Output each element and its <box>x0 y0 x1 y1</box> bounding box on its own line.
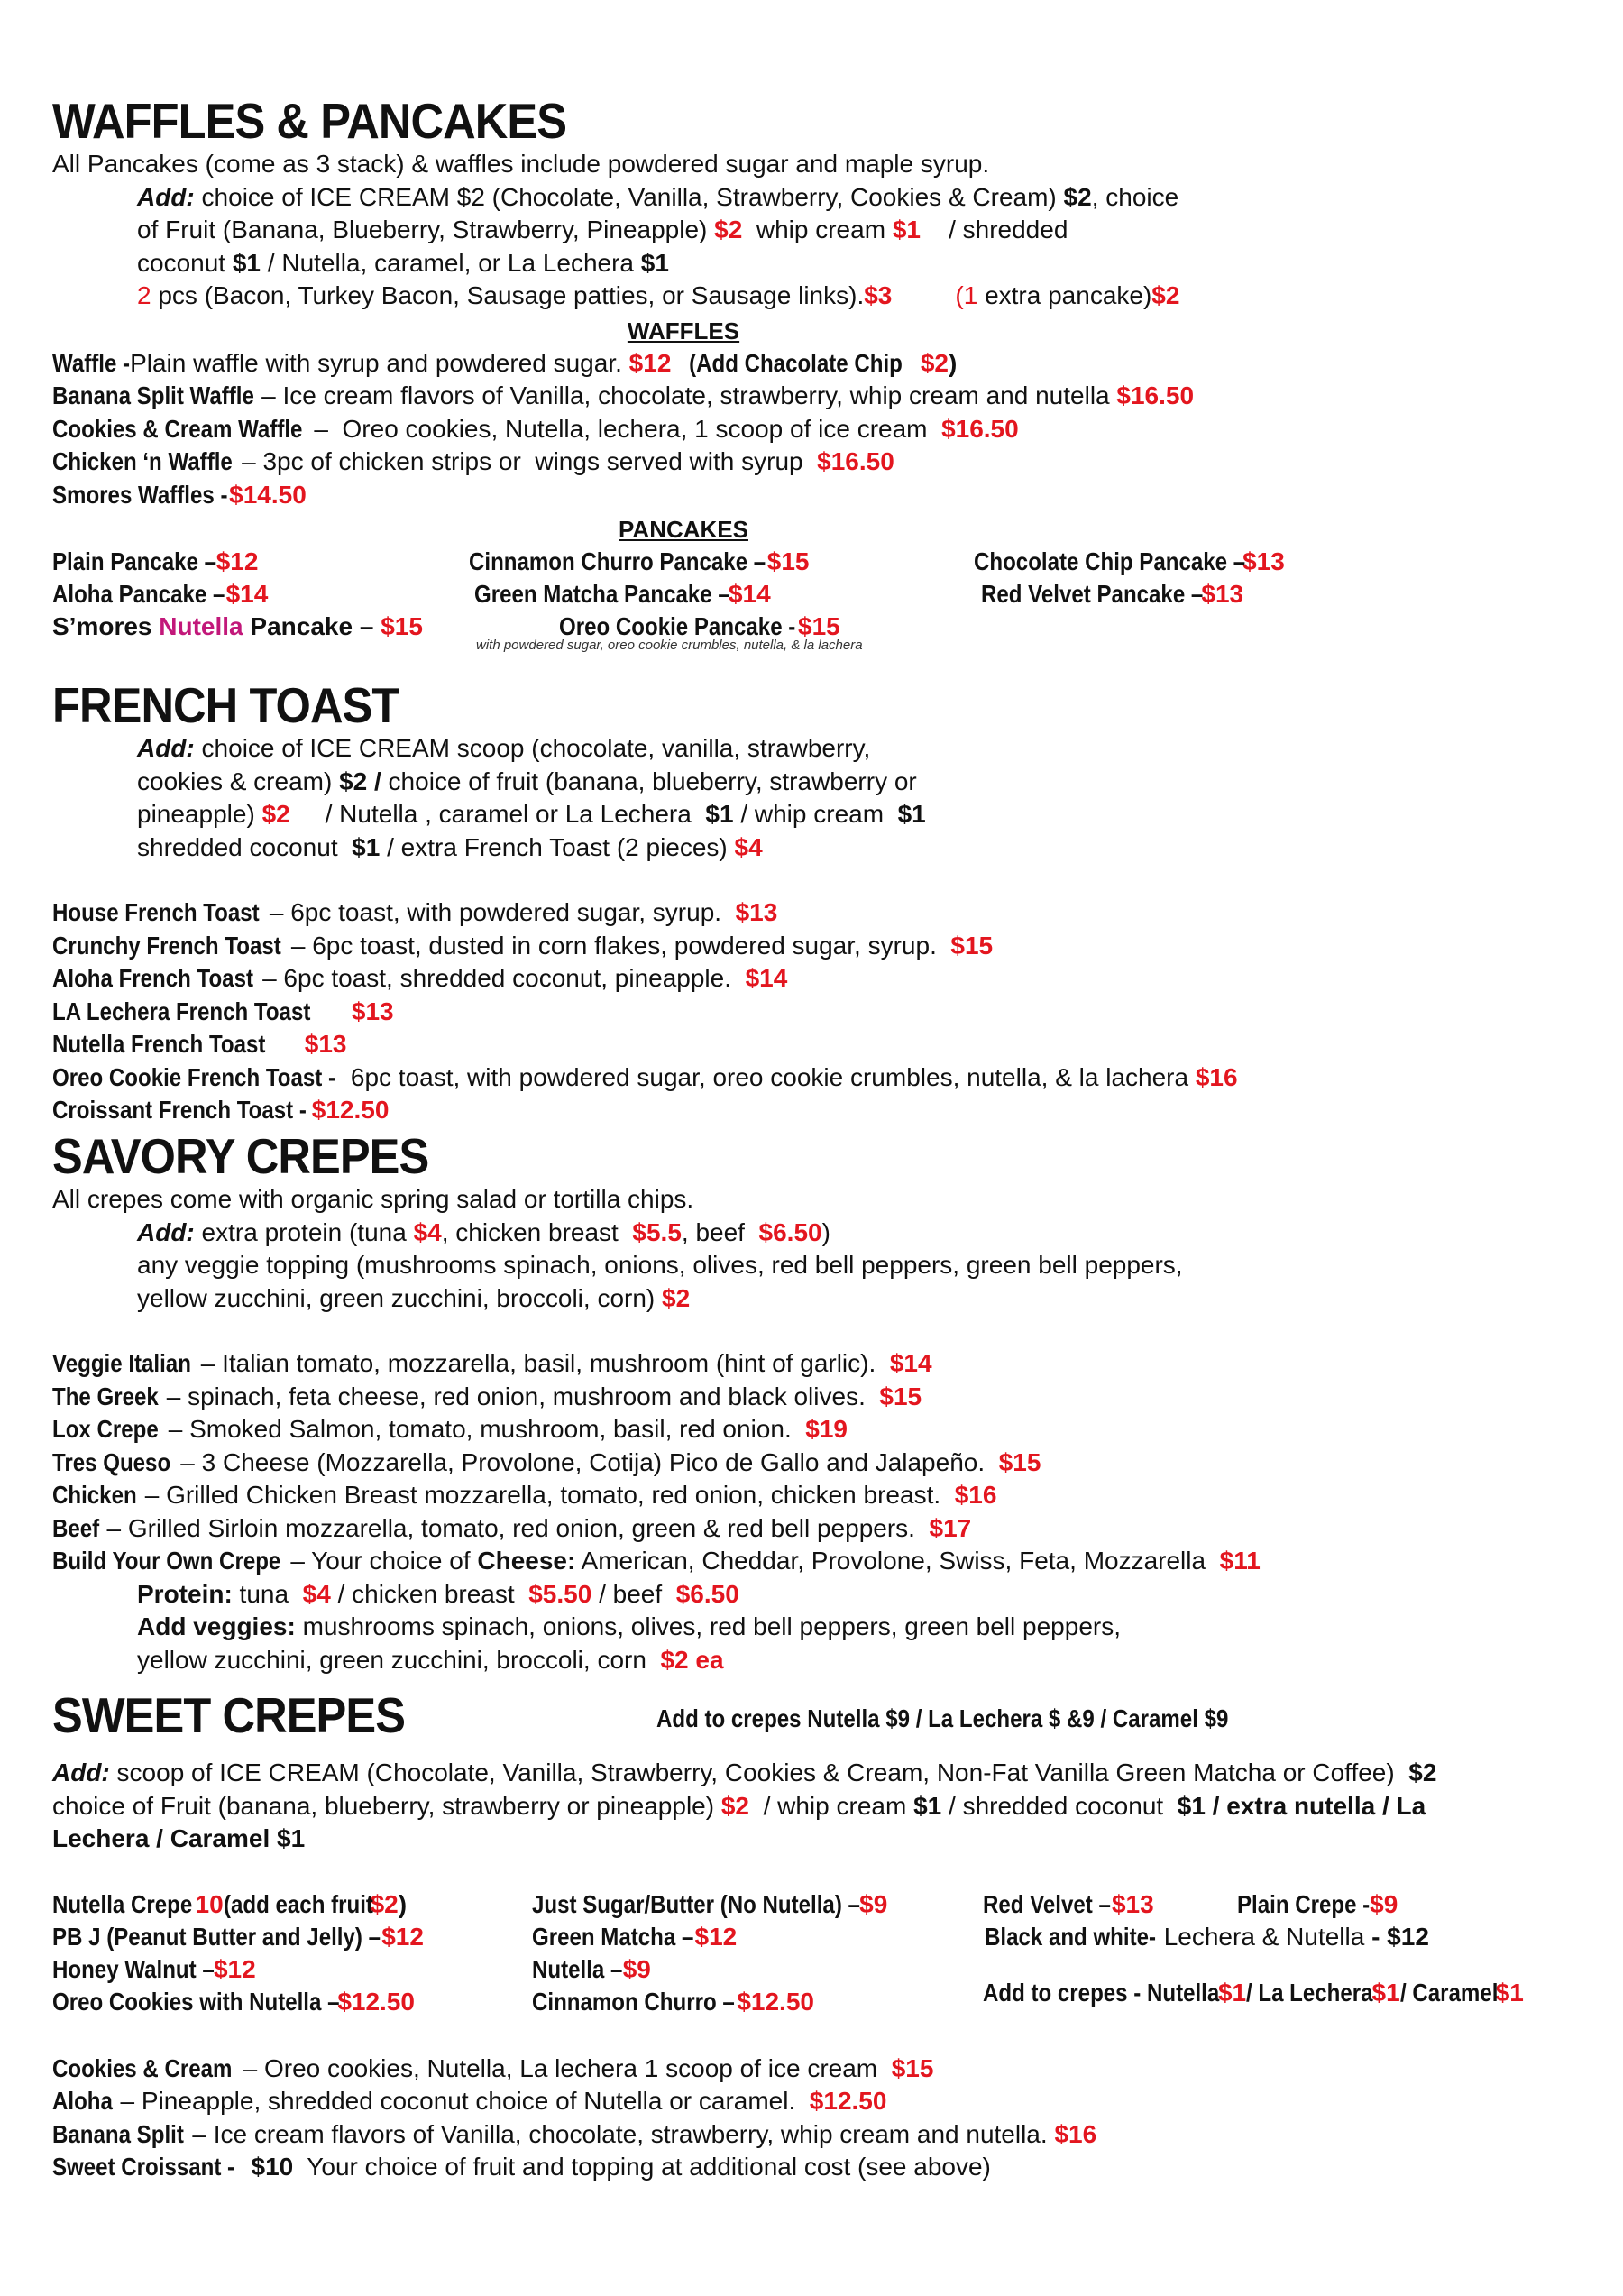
item-name: Cookies & Cream <box>52 2053 233 2082</box>
item-name: Tres Queso <box>52 1447 171 1476</box>
item-price: $16.50 <box>941 414 1019 443</box>
item-price: $13 <box>1242 547 1285 575</box>
add-text: , beef <box>681 1217 759 1246</box>
byo-veggies-line-1 <box>52 1611 1576 1644</box>
menu-item-build-your-own <box>52 1545 1576 1578</box>
item-desc: – 6pc toast, dusted in corn flakes, powdered sugar, syrup. <box>284 931 951 960</box>
item-price: $12 <box>694 1922 738 1951</box>
add-text: pcs (Bacon, Turkey Bacon, Sausage patties, or Sausage links). <box>151 281 865 309</box>
item-name: PB J (Peanut Butter and Jelly) – <box>52 1922 381 1951</box>
item-price: $1 <box>1217 1978 1247 2007</box>
item-desc: / chicken breast <box>330 1579 529 1608</box>
item-name: Chicken ‘n Waffle <box>52 447 233 475</box>
menu-item-crunchy-french-toast <box>52 930 1576 963</box>
item-price: $17 <box>929 1513 972 1542</box>
item-name: Aloha <box>52 2087 113 2115</box>
pancake-churro <box>469 546 809 579</box>
item-name: House French Toast <box>52 898 260 926</box>
add-text: of Fruit (Banana, Blueberry, Strawberry, Pineapple) <box>137 216 715 243</box>
menu-item-house-french-toast <box>52 896 1576 930</box>
item-name: Cinnamon Churro – <box>532 1987 735 2016</box>
count: 2 <box>137 281 151 309</box>
item-desc: Lechera & Nutella <box>1156 1922 1372 1951</box>
item-price: $13 <box>735 898 778 926</box>
item-price: $16 <box>1054 2119 1097 2148</box>
item-name: Nutella – <box>532 1954 623 1983</box>
crepe-add-ons <box>983 1977 1524 2010</box>
item-note: (add each fruit <box>223 1889 373 1918</box>
item-price: $12.50 <box>809 2087 887 2115</box>
item-desc: – Oreo cookies, Nutella, La lechera 1 scoop of ice cream <box>235 2053 892 2082</box>
item-name: Nutella French Toast <box>52 1030 266 1058</box>
add-text: / shredded coconut <box>941 1791 1178 1820</box>
count: (1 <box>955 281 978 309</box>
item-price: $14 <box>889 1349 932 1377</box>
item-desc: – Ice cream flavors of Vanilla, chocolate, strawberry, whip cream and nutella <box>254 381 1117 409</box>
menu-item-banana-split-waffle <box>52 380 1576 413</box>
add-text: , chicken breast <box>441 1217 633 1246</box>
item-name: Plain Pancake – <box>52 547 217 575</box>
price: $6.50 <box>675 1579 739 1608</box>
pancake-matcha <box>474 578 771 611</box>
item-price: $15 <box>766 547 810 575</box>
item-price: $16 <box>954 1481 997 1509</box>
item-price: $19 <box>805 1415 848 1443</box>
menu-item-waffle <box>52 347 1576 381</box>
item-price: $15 <box>798 612 840 640</box>
menu-item-tres-queso <box>52 1446 1576 1480</box>
menu-item-smores-waffles <box>52 479 1576 512</box>
item-desc: mushrooms spinach, onions, olives, red bell peppers, green bell peppers, <box>295 1612 1121 1640</box>
add-text: / shredded <box>920 216 1068 243</box>
sweet-header <box>52 1688 1576 1742</box>
menu-item-croissant-french-toast <box>52 1094 1576 1127</box>
item-price: $9 <box>622 1954 651 1983</box>
item-label: Cheese: <box>477 1547 576 1575</box>
section-title-french-toast: FRENCH TOAST <box>52 677 399 733</box>
item-price: $13 <box>351 996 394 1025</box>
sw-add-line-2 <box>52 1790 1576 1823</box>
price: $1 <box>913 1791 942 1820</box>
item-desc: – Your choice of <box>283 1547 478 1575</box>
item-desc: – Grilled Chicken Breast mozzarella, tomato, red onion, chicken breast. <box>137 1481 955 1509</box>
item-desc: – 6pc toast, shredded coconut, pineapple. <box>255 964 746 992</box>
item-desc: – Smoked Salmon, tomato, mushroom, basil, red onion. <box>160 1415 806 1443</box>
crepe-green-matcha <box>532 1921 737 1954</box>
waffles-subheading: WAFFLES <box>627 317 740 344</box>
pancake-red-velvet <box>981 578 1243 611</box>
item-name: Red Velvet Pancake – <box>981 580 1204 608</box>
add-label: Add: <box>137 734 195 762</box>
price: $2 <box>261 800 290 828</box>
item-desc <box>316 997 352 1025</box>
waffles-pancakes-section <box>52 93 1576 653</box>
item-price: $12 <box>215 547 259 575</box>
item-name: Banana Split <box>52 2119 184 2148</box>
item-name: Nutella Crepe <box>52 1889 193 1918</box>
item-price: $10 <box>251 2153 294 2181</box>
menu-item-beef <box>52 1512 1576 1546</box>
price: $5.5 <box>632 1217 682 1246</box>
price: $1 <box>352 832 381 861</box>
crepe-plain <box>1237 1888 1398 1922</box>
savory-crepes-section <box>52 1129 1576 1676</box>
header-note-text: Add to crepes Nutella $9 / La Lechera $ &9 / Caramel $9 <box>656 1704 1229 1732</box>
item-name: Honey Walnut – <box>52 1954 215 1983</box>
section-title-sweet-crepes: SWEET CREPES <box>52 1687 406 1743</box>
item-name: S’mores <box>52 612 160 640</box>
add-line-2 <box>52 214 1576 247</box>
item-name: Chocolate Chip Pancake – <box>974 547 1246 575</box>
intro-text: All Pancakes (come as 3 stack) & waffles include powdered sugar and maple syrup. <box>52 150 990 178</box>
item-name: / La Lechera <box>1246 1978 1373 2007</box>
section-title-savory-crepes: SAVORY CREPES <box>52 1128 429 1184</box>
add-text: shredded coconut <box>137 832 353 861</box>
item-name: Beef <box>52 1513 100 1542</box>
item-name: The Greek <box>52 1382 159 1410</box>
sw-add-line-1 <box>52 1757 1576 1790</box>
section-title-waffles-pancakes: WAFFLES & PANCAKES <box>52 93 567 149</box>
item-price: $14 <box>728 580 771 608</box>
price: $2 ea <box>660 1645 724 1674</box>
item-name: Veggie Italian <box>52 1349 191 1377</box>
item-price: $13 <box>304 1030 347 1058</box>
item-name: Waffle - <box>52 348 131 377</box>
add-text: cookies & cream) <box>137 767 340 795</box>
sw-add-line-3: Lechera / Caramel $1 <box>52 1824 306 1852</box>
add-text: whip cream <box>742 216 893 243</box>
menu-item-nutella-french-toast <box>52 1028 1576 1061</box>
price: $3 <box>864 281 893 309</box>
price: $6.50 <box>758 1217 822 1246</box>
add-text: choice of ICE CREAM scoop (chocolate, vanilla, strawberry, <box>194 734 871 762</box>
ft-add-line-3 <box>52 798 1576 831</box>
sv-add-line-3 <box>52 1282 1576 1316</box>
item-price: $13 <box>1111 1889 1154 1918</box>
crepe-cinnamon-churro <box>532 1986 814 2019</box>
item-price: $15 <box>891 2053 934 2082</box>
item-extra: (Add Chacolate Chip <box>671 348 909 377</box>
item-name: Plain Crepe - <box>1237 1889 1371 1918</box>
add-text: choice of ICE CREAM $2 (Chocolate, Vanilla, Strawberry, Cookies & Cream) <box>194 182 1064 211</box>
item-price: 10 <box>195 1889 224 1918</box>
item-name: Chicken <box>52 1481 137 1509</box>
item-price: $9 <box>1370 1889 1398 1918</box>
item-name: Crunchy French Toast <box>52 931 281 960</box>
item-name: Aloha French Toast <box>52 964 253 992</box>
menu-item-sweet-croissant <box>52 2151 1576 2184</box>
crepe-oreo-nutella <box>52 1986 415 2019</box>
item-name: Cinnamon Churro Pancake – <box>469 547 766 575</box>
add-text: ) <box>821 1217 830 1246</box>
french-toast-section <box>52 678 1576 1127</box>
crepe-honey-walnut <box>52 1953 256 1987</box>
price: $2 <box>714 216 743 243</box>
menu-item-oreo-french-toast <box>52 1061 1576 1095</box>
add-text: coconut <box>137 248 233 277</box>
item-note: ) <box>398 1889 408 1918</box>
item-name: LA Lechera French Toast <box>52 996 311 1025</box>
item-name: Green Matcha – <box>532 1922 694 1951</box>
menu-item-la-lechera-french-toast <box>52 996 1576 1029</box>
add-line-1 <box>52 181 1576 215</box>
item-desc: – 3 Cheese (Mozzarella, Provolone, Cotija) Pico de Gallo and Jalapeño. <box>173 1447 999 1476</box>
item-name: Oreo Cookie French Toast - <box>52 1062 335 1091</box>
menu-item-cookies-cream-crepe <box>52 2053 1576 2086</box>
item-name: Just Sugar/Butter (No Nutella) – <box>532 1889 860 1918</box>
item-desc: – Ice cream flavors of Vanilla, chocolate, strawberry, whip cream and nutella. <box>185 2119 1055 2148</box>
add-text: / extra French Toast (2 pieces) <box>380 832 735 861</box>
byo-protein-line <box>52 1578 1576 1612</box>
add-text: choice of Fruit (banana, blueberry, strawberry or pineapple) <box>52 1791 721 1820</box>
item-name: Banana Split Waffle <box>52 381 254 409</box>
item-price: $1 <box>1371 1978 1400 2007</box>
price: $1 <box>897 800 926 828</box>
item-extra: ) <box>949 348 958 377</box>
item-desc: – 6pc toast, with powdered sugar, syrup. <box>262 898 736 926</box>
add-text: / Nutella, caramel, or La Lechera <box>261 248 641 277</box>
oreo-pancake-note: with powdered sugar, oreo cookie crumbles, nutella, & la lachera <box>476 638 863 653</box>
price: $2 <box>1408 1759 1437 1786</box>
price: $2 <box>1151 281 1180 309</box>
crepe-nutella <box>52 1888 407 1922</box>
item-name: / Caramel <box>1399 1978 1499 2007</box>
menu-item-lox-crepe <box>52 1413 1576 1446</box>
add-text: / whip cream <box>749 1791 914 1820</box>
item-price: $12 <box>628 348 672 377</box>
item-price: $1 <box>1495 1978 1524 2007</box>
item-desc: / beef <box>591 1579 676 1608</box>
price: $2 / <box>339 767 381 795</box>
item-price: $16 <box>1195 1062 1238 1091</box>
item-desc: – Pineapple, shredded coconut choice of Nutella or caramel. <box>113 2087 810 2115</box>
sweet-crepes-section <box>52 1688 1576 2184</box>
item-desc: Plain waffle with syrup and powdered sugar. <box>130 348 629 377</box>
item-name: Croissant French Toast - <box>52 1096 307 1124</box>
item-price: $2 <box>920 348 949 377</box>
item-price: $14.50 <box>229 480 307 509</box>
item-name: Sweet Croissant - <box>52 2153 247 2181</box>
menu-item-aloha-french-toast <box>52 962 1576 996</box>
ft-add-line-1 <box>52 732 1576 766</box>
item-price: $12.50 <box>337 1987 415 2016</box>
pancakes-grid <box>52 546 1576 653</box>
item-label: Protein: <box>137 1579 233 1608</box>
item-price: $13 <box>1201 580 1244 608</box>
add-label: Add: <box>137 1217 195 1246</box>
item-name: Pancake – <box>243 612 381 640</box>
pancake-plain <box>52 546 258 579</box>
item-desc: Your choice of fruit and topping at additional cost (see above) <box>293 2153 991 2181</box>
menu-item-aloha-crepe <box>52 2085 1576 2118</box>
add-text: / Nutella , caramel or La Lechera <box>289 800 706 828</box>
item-desc: – Grilled Sirloin mozzarella, tomato, red onion, green & red bell peppers. <box>99 1513 930 1542</box>
price: $2 <box>1063 182 1092 211</box>
item-price: $2 <box>370 1889 399 1918</box>
item-desc <box>270 1030 305 1058</box>
menu-item-veggie-italian <box>52 1347 1576 1381</box>
ft-add-line-4 <box>52 831 1576 865</box>
add-text: scoop of ICE CREAM (Chocolate, Vanilla, Strawberry, Cookies & Cream, Non-Fat Vanilla Green Matcha or Coffee) <box>109 1759 1409 1786</box>
add-text: pineapple) <box>137 800 262 828</box>
menu-item-chicken <box>52 1479 1576 1512</box>
item-price: - $12 <box>1371 1922 1429 1951</box>
item-desc: – spinach, feta cheese, red onion, mushroom and black olives. <box>159 1382 880 1410</box>
item-name: Red Velvet – <box>983 1889 1111 1918</box>
crepe-pbj <box>52 1921 424 1954</box>
item-price: $15 <box>950 931 994 960</box>
crepe-sugar-butter <box>532 1888 887 1922</box>
item-price: $14 <box>745 964 788 992</box>
pancakes-subheading: PANCAKES <box>619 516 748 543</box>
item-name: Black and white- <box>985 1922 1157 1951</box>
price: $2 <box>662 1283 691 1312</box>
item-name: Lox Crepe <box>52 1415 159 1443</box>
menu-item-cookies-cream-waffle <box>52 413 1576 446</box>
item-label: Add veggies: <box>137 1612 296 1640</box>
item-price: $9 <box>859 1889 888 1918</box>
item-name: Cookies & Cream Waffle <box>52 414 303 443</box>
ft-add-line-2 <box>52 766 1576 799</box>
price: $1 <box>705 800 734 828</box>
price: $5.50 <box>528 1579 592 1608</box>
item-desc: tuna <box>232 1579 303 1608</box>
item-price: $16.50 <box>1116 381 1195 409</box>
add-text: / whip cream <box>733 800 898 828</box>
add-line-3 <box>52 247 1576 280</box>
item-price: $11 <box>1219 1547 1261 1575</box>
menu-item-chicken-waffle <box>52 445 1576 479</box>
crepe-black-white <box>985 1921 1429 1954</box>
price: $1 <box>640 248 669 277</box>
item-price: $12 <box>213 1954 256 1983</box>
price: $2 <box>720 1791 750 1820</box>
pancake-smores <box>52 611 423 644</box>
price: $4 <box>413 1217 442 1246</box>
add-label: Add: <box>52 1759 110 1786</box>
price: $1 <box>892 216 921 243</box>
sv-add-line-1 <box>52 1217 1576 1250</box>
menu-item-banana-split-crepe <box>52 2118 1576 2152</box>
item-name: Build Your Own Crepe <box>52 1547 281 1575</box>
item-name: Smores Waffles - <box>52 480 228 509</box>
item-name: Oreo Cookie Pancake - <box>559 612 796 640</box>
item-desc: 6pc toast, with powdered sugar, oreo cookie crumbles, nutella, & la lachera <box>344 1062 1196 1091</box>
crepe-red-velvet <box>983 1888 1154 1922</box>
pancake-aloha <box>52 578 268 611</box>
item-desc: American, Cheddar, Provolone, Swiss, Feta, Mozzarella <box>575 1547 1220 1575</box>
add-line-4 <box>52 280 1576 313</box>
menu-item-the-greek <box>52 1381 1576 1414</box>
add-text: extra pancake) <box>977 281 1152 309</box>
add-text: extra protein (tuna <box>194 1217 414 1246</box>
byo-veggies-line-2 <box>52 1644 1576 1677</box>
item-price: $15 <box>879 1382 922 1410</box>
item-price: $12.50 <box>311 1096 390 1124</box>
item-name: Oreo Cookies with Nutella – <box>52 1987 340 2016</box>
price: $4 <box>734 832 763 861</box>
add-text: , choice <box>1091 182 1179 211</box>
sweet-crepes-grid <box>52 1888 1576 2020</box>
add-text: yellow zucchini, green zucchini, broccoli, corn) <box>137 1283 663 1312</box>
item-price: $12 <box>381 1922 424 1951</box>
price: $1 / extra nutella / La <box>1177 1791 1426 1820</box>
item-name: Green Matcha Pancake – <box>474 580 730 608</box>
pancake-chocolate-chip <box>974 546 1285 579</box>
price: $4 <box>302 1579 331 1608</box>
savory-intro: All crepes come with organic spring salad or tortilla chips. <box>52 1185 694 1213</box>
item-name-highlight: Nutella <box>159 612 243 640</box>
crepe-nutella-only <box>532 1953 651 1987</box>
item-name: Aloha Pancake – <box>52 580 225 608</box>
item-desc: – Italian tomato, mozzarella, basil, mushroom (hint of garlic). <box>193 1349 890 1377</box>
item-price: $15 <box>381 612 423 640</box>
item-desc: – 3pc of chicken strips or wings served with syrup <box>234 447 818 475</box>
sv-add-line-2: any veggie topping (mushrooms spinach, onions, olives, red bell peppers, green bell peppers, <box>137 1251 1183 1279</box>
price: $1 <box>232 248 261 277</box>
item-price: $12.50 <box>737 1987 814 2016</box>
sweet-header-note <box>656 1703 1322 1736</box>
item-price: $15 <box>998 1447 1041 1476</box>
item-price: $16.50 <box>817 447 894 475</box>
item-price: $14 <box>225 580 269 608</box>
item-desc: yellow zucchini, green zucchini, broccoli, corn <box>137 1645 661 1674</box>
add-text: choice of fruit (banana, blueberry, strawberry or <box>381 767 917 795</box>
item-name: Add to crepes - Nutella <box>983 1978 1220 2007</box>
item-desc: – Oreo cookies, Nutella, lechera, 1 scoop of ice cream <box>307 414 942 443</box>
add-label: Add: <box>137 182 195 211</box>
